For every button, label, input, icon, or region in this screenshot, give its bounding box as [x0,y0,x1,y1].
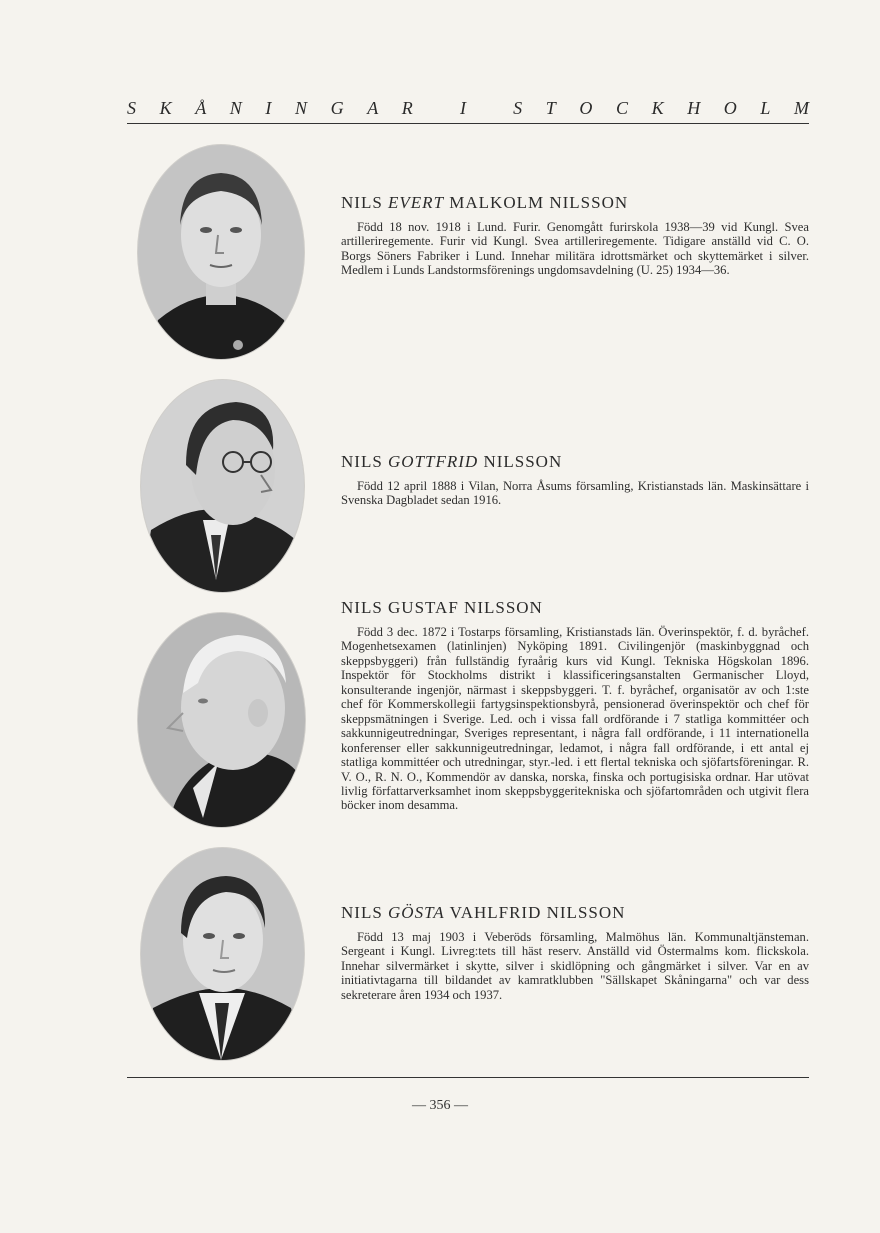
name-italic: GÖSTA [388,903,445,922]
name-suffix: NILSSON [478,452,563,471]
biography-text: Född 18 nov. 1918 i Lund. Furir. Genomgått furirskola 1938—39 vid Kungl. Svea artilleriregemente. Furir vid Kungl. Svea artilleriregemente. Tidigare anställd vid C. O. Borgs Söners Fabriker i Lund. Innehar militära idrottsmärket och skyttemärket i silver. Medlem i Lunds Landstormsförenings ungdomsavdelning (U. 25) 1934—36. [341,220,809,278]
person-name [341,598,809,618]
page-number: — 356 — [412,1098,468,1113]
name-italic: GOTTFRID [388,452,479,471]
name-prefix: NILS GUSTAF NILSSON [341,598,543,617]
biography-entry [341,598,809,813]
running-head-letter: H [687,98,701,118]
person-name [341,903,809,923]
name-italic: EVERT [388,193,445,212]
portrait-photo [141,380,304,592]
name-prefix: NILS [341,193,389,212]
running-head-letter: I [265,98,272,118]
running-head-letter: K [651,98,664,118]
running-head-letter: N [295,98,308,118]
running-head-letter: Å [195,98,207,118]
biography-text: Född 3 dec. 1872 i Tostarps församling, Kristianstads län. Överinspektör, f. d. byråchef. Mogenhetsexamen (latinlinjen) Nyköping 1891. Civilingenjör (maskinbyggnad och skeppsbyggeri) från fullständig fyraårig kurs vid Kungl. Tekniska Högskolan 1896. Inspektör för Stockholms distrikt i klassificeringsanstalten Germanischer Lloyd, konsulterande ingenjör, närmast i skeppsbyggeri. T. f. byråchef, organisatör av och 1:ste chef för Kommerskollegii fartygsinspektionsbyrå, pensionerad överinspektör och chef för skeppsmätningen i Sverige. Led. och i vissa fall ordförande i 7 statliga kommittéer och sakkunnigeutredningar, Sveriges representant, i några fall ordförande, i 11 internationella konferenser eller sakkunnigeutredningar, ledamot, i några fall ordförande, i ett antal ej statliga kommittéer och utredningar, styr.-led. i ett flertal tekniska och sjöfartsföreningar. R. V. O., R. N. O., Kommendör av danska, norska, finska och portugisiska ordnar. Har utövat livlig författarverksamhet inom skeppsbyggeritekniska och sjöfartområden och utgivit flera böcker inom desamma. [341,625,809,813]
name-suffix: VAHLFRID NILSSON [444,903,626,922]
running-head-letter: M [793,98,809,118]
running-head-letter: K [159,98,172,118]
running-head-letter: O [579,98,593,118]
running-head-letter: O [723,98,737,118]
name-prefix: NILS [341,452,389,471]
portrait-photo [141,848,304,1060]
running-head-letter: G [330,98,344,118]
biography-entry [341,452,809,508]
name-prefix: NILS [341,903,389,922]
person-name [341,452,809,472]
person-name [341,193,809,213]
biography-entry [341,193,809,278]
running-head-letter: T [545,98,556,118]
running-head-letter: L [760,98,771,118]
running-head-letter: A [367,98,379,118]
biography-text: Född 13 maj 1903 i Veberöds församling, Malmöhus län. Kommunaltjänsteman. Sergeant i Kungl. Livreg:tets till häst reserv. Anställd vid Östermalms kom. flickskola. Innehar silvermärket i skytte, silver i skidlöpning och gångmärket i silver. Var en av initiativtagarna till bildandet av kamratklubben "Sällskapet Skåningarna" och var dess sekreterare åren 1934 och 1937. [341,930,809,1002]
footer-rule [127,1077,809,1078]
running-head-letter: R [401,98,413,118]
portrait-photo [138,613,305,827]
running-head-letter: C [615,98,628,118]
name-suffix: MALKOLM NILSSON [444,193,629,212]
portrait-photo [138,145,304,359]
header-rule [127,123,809,124]
running-head-letter: S [127,98,136,118]
biography-entry [341,903,809,1002]
running-head [127,98,809,119]
running-head-letter: I [459,98,466,118]
running-head-letter: S [513,98,523,118]
running-head-letter: N [229,98,242,118]
biography-text: Född 12 april 1888 i Vilan, Norra Åsums församling, Kristianstads län. Maskinsättare i Svenska Dagbladet sedan 1916. [341,479,809,508]
